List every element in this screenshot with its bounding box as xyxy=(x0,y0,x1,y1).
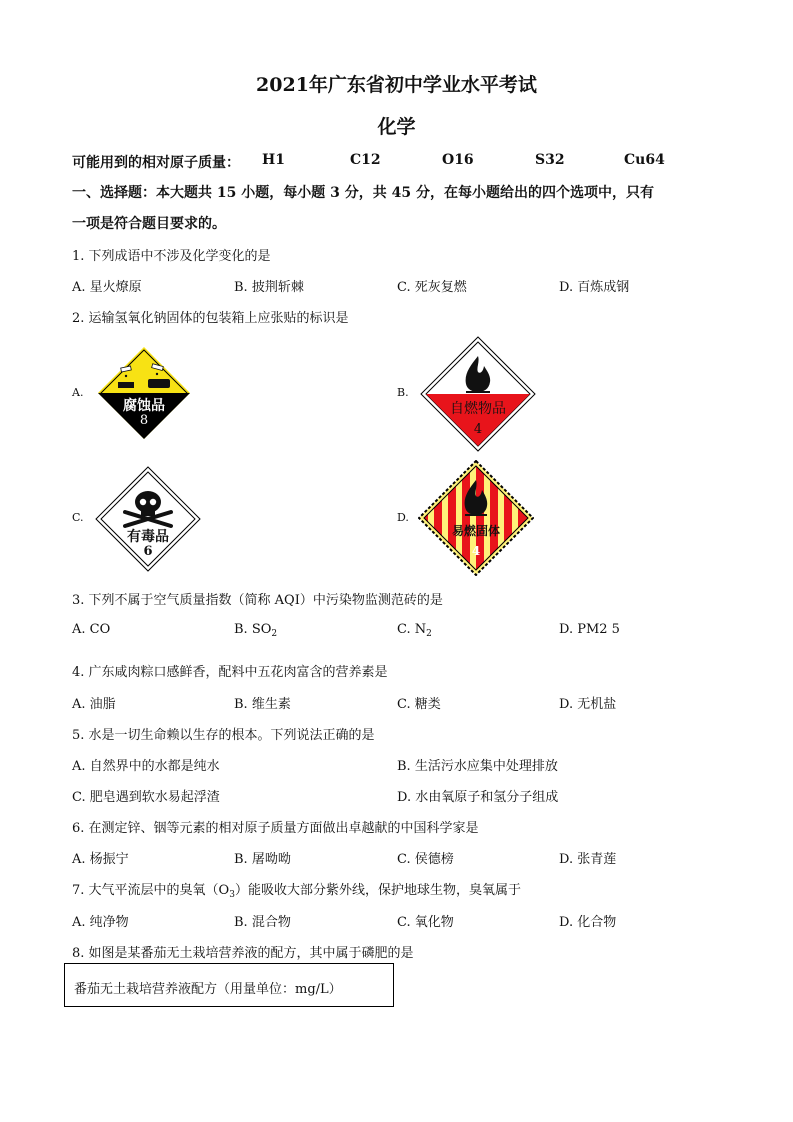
q3-option-c[interactable]: C. $N_2$ xyxy=(397,622,432,639)
q7-option-c[interactable]: C. 氧化物 xyxy=(397,915,454,930)
flammable-sign-number: 4 xyxy=(471,544,481,558)
q2-option-b-label[interactable]: B. xyxy=(397,386,409,399)
atomic-mass-cu: Cu64 xyxy=(624,152,665,168)
exam-title: 2021年广东省初中学业水平考试 xyxy=(256,74,537,96)
q1-option-a[interactable]: A. 星火燎原 xyxy=(72,280,142,295)
table-caption: 番茄无土栽培营养液配方（用量单位：mg/L） xyxy=(74,982,342,997)
q6-option-c[interactable]: C. 侯德榜 xyxy=(397,852,454,867)
subject-title: 化学 xyxy=(377,116,416,138)
q4-option-b[interactable]: B. 维生素 xyxy=(234,697,291,712)
atomic-mass-o: O16 xyxy=(442,152,474,168)
corrosive-sign-number: 8 xyxy=(139,413,149,428)
corrosive-sign-icon[interactable] xyxy=(96,345,192,441)
toxic-sign-number: 6 xyxy=(143,544,153,559)
question-7-stem: 7. 大气平流层中的臭氧$(O_3)$能吸收大部分紫外线，保护地球生物，臭氧属于 xyxy=(72,883,521,900)
atomic-mass-s: S32 xyxy=(535,152,565,168)
nutrient-formula-table xyxy=(64,963,394,1007)
q3-option-a[interactable]: A. CO xyxy=(72,622,111,637)
q1-option-c[interactable]: C. 死灰复燃 xyxy=(397,280,467,295)
section-instructions-line1: 一、选择题：本大题共 15 小题，每小题 3 分，共 45 分，在每小题给出的四个选项中，只有 xyxy=(72,185,654,201)
question-4-stem: 4. 广东咸肉粽口感鲜香，配料中五花肉富含的营养素是 xyxy=(72,665,388,680)
question-6-stem: 6. 在测定锌、铟等元素的相对原子质量方面做出卓越献的中国科学家是 xyxy=(72,821,479,836)
q7-option-b[interactable]: B. 混合物 xyxy=(234,915,291,930)
toxic-sign-icon[interactable] xyxy=(95,466,201,572)
q1-option-d[interactable]: D. 百炼成钢 xyxy=(559,280,630,295)
question-2-stem: 2. 运输氢氧化钠固体的包装箱上应张贴的标识是 xyxy=(72,311,349,326)
q1-option-b[interactable]: B. 披荆斩棘 xyxy=(234,280,304,295)
q4-option-a[interactable]: A. 油脂 xyxy=(72,697,116,712)
flammable-sign-text: 易燃固体 xyxy=(451,524,500,538)
atomic-mass-h: H1 xyxy=(262,152,285,168)
q5-option-b[interactable]: B. 生活污水应集中处理排放 xyxy=(397,759,558,774)
flammable-solid-sign-icon[interactable] xyxy=(418,460,534,576)
q3-option-b[interactable]: B. $SO_2$ xyxy=(234,622,278,639)
spontaneous-combustion-sign-icon[interactable] xyxy=(420,336,536,452)
q2-option-a-label[interactable]: A. xyxy=(72,386,84,399)
q5-option-c[interactable]: C. 肥皂遇到软水易起浮渣 xyxy=(72,790,220,805)
question-1-stem: 1. 下列成语中不涉及化学变化的是 xyxy=(72,249,271,264)
question-3-stem: 3. 下列不属于空气质量指数（简称 AQI）中污染物监测范砖的是 xyxy=(72,593,443,608)
q2-option-c-label[interactable]: C. xyxy=(72,511,84,524)
spontaneous-sign-number: 4 xyxy=(473,422,483,437)
q6-option-b[interactable]: B. 屠呦呦 xyxy=(234,852,291,867)
q4-option-c[interactable]: C. 糖类 xyxy=(397,697,441,712)
q5-option-d[interactable]: D. 水由氧原子和氢分子组成 xyxy=(397,790,559,805)
atomic-mass-c: C12 xyxy=(350,152,381,168)
atomic-mass-label: 可能用到的相对原子质量： xyxy=(72,155,240,171)
q6-option-a[interactable]: A. 杨振宁 xyxy=(72,852,129,867)
q5-option-a[interactable]: A. 自然界中的水都是纯水 xyxy=(72,759,220,774)
q6-option-d[interactable]: D. 张青莲 xyxy=(559,852,617,867)
question-8-stem: 8. 如图是某番茄无土栽培营养液的配方，其中属于磷肥的是 xyxy=(72,946,414,961)
section-instructions-line2: 一项是符合题目要求的。 xyxy=(72,216,226,232)
corrosive-sign-text: 腐蚀品 xyxy=(123,398,165,414)
q3-option-d[interactable]: D. PM2 5 xyxy=(559,622,620,637)
q4-option-d[interactable]: D. 无机盐 xyxy=(559,697,617,712)
q7-option-d[interactable]: D. 化合物 xyxy=(559,915,617,930)
q7-option-a[interactable]: A. 纯净物 xyxy=(72,915,129,930)
spontaneous-sign-text: 自燃物品 xyxy=(450,401,506,417)
toxic-sign-text: 有毒品 xyxy=(127,529,169,545)
question-5-stem: 5. 水是一切生命赖以生存的根本。下列说法正确的是 xyxy=(72,728,375,743)
q2-option-d-label[interactable]: D. xyxy=(397,511,409,524)
